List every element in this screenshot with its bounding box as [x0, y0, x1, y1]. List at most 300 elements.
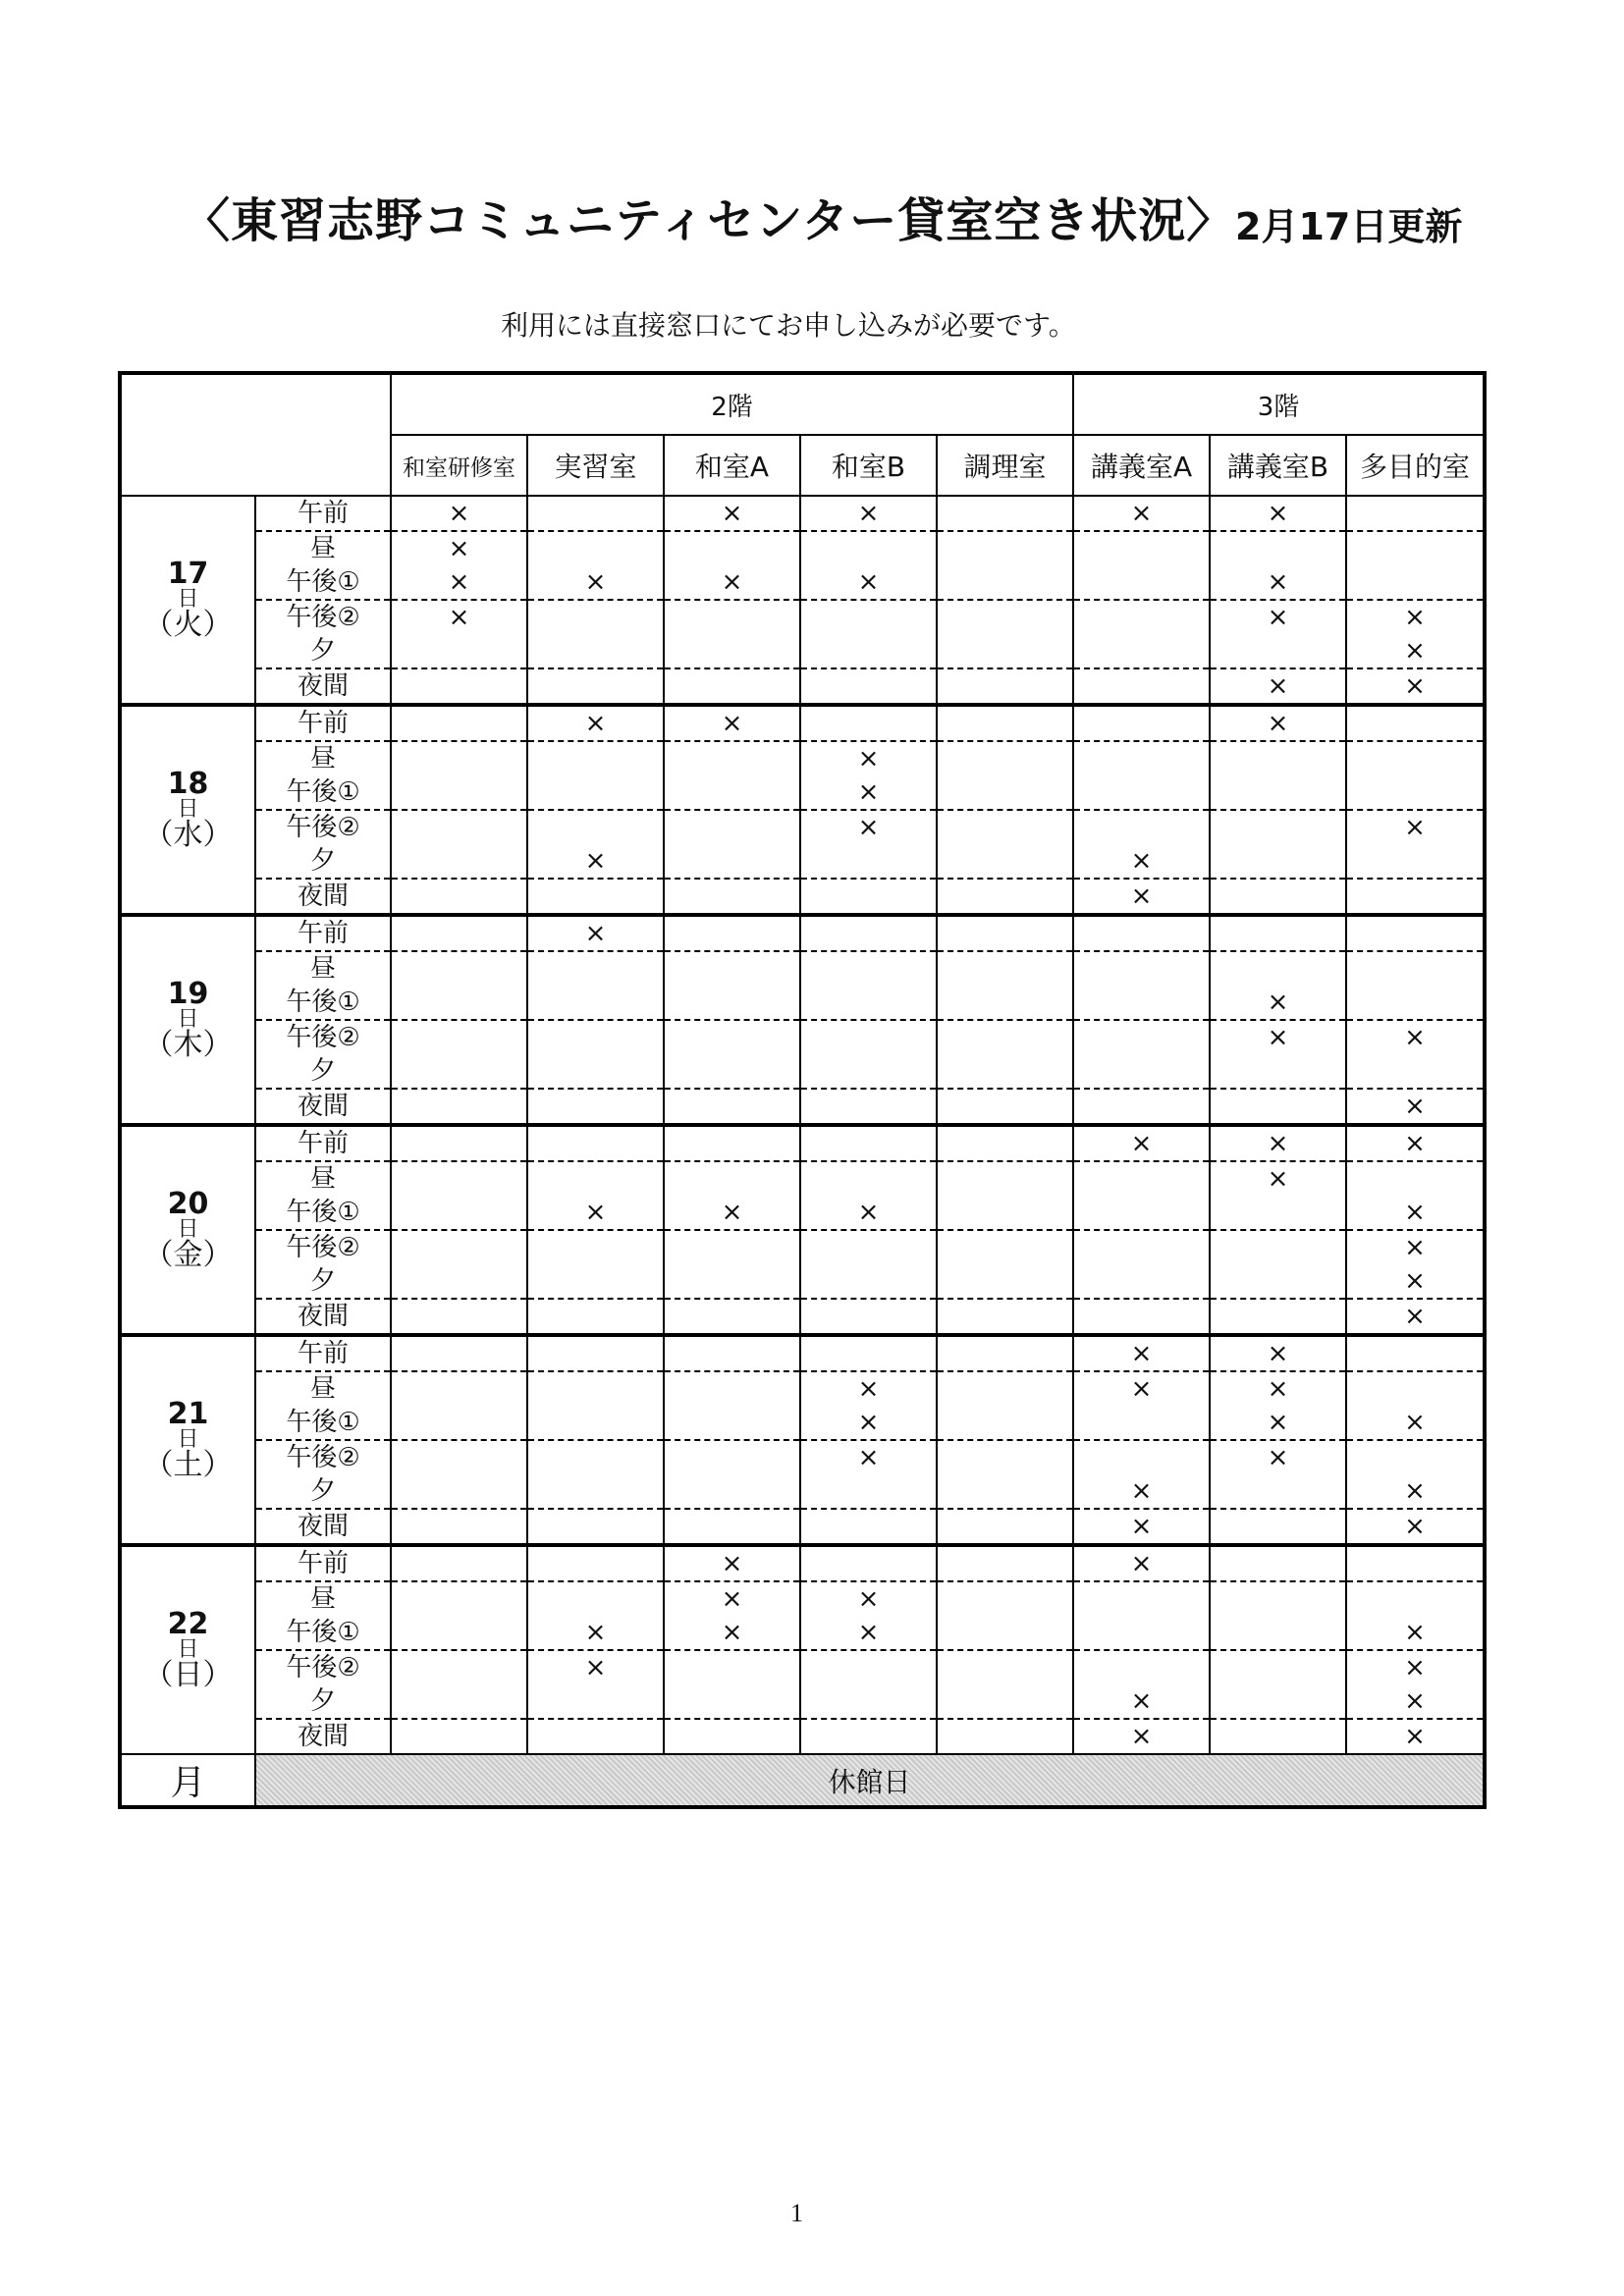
period-label: 昼: [255, 741, 391, 775]
availability-cell: [1346, 915, 1485, 951]
availability-cell: ×: [664, 1545, 800, 1581]
availability-cell: [937, 1020, 1073, 1054]
availability-cell: [391, 1335, 527, 1371]
period-label: 昼: [255, 951, 391, 986]
availability-cell: ×: [800, 565, 937, 600]
availability-cell: [391, 705, 527, 741]
period-label: 午後②: [255, 1650, 391, 1684]
room-header: 和室A: [664, 435, 800, 496]
availability-cell: [800, 531, 937, 565]
slot-row: [120, 1196, 1485, 1230]
day-weekday: （日）: [143, 1658, 233, 1692]
slot-row: [120, 600, 1485, 634]
availability-cell: ×: [664, 1616, 800, 1650]
availability-cell: [664, 1020, 800, 1054]
availability-cell: [391, 1650, 527, 1684]
availability-cell: [1346, 496, 1485, 531]
slot-row: [120, 844, 1485, 879]
availability-cell: [800, 1650, 937, 1684]
slot-row: [120, 1371, 1485, 1406]
slot-row: [120, 1650, 1485, 1684]
availability-cell: [527, 1020, 664, 1054]
availability-cell: [937, 1474, 1073, 1509]
availability-cell: [1073, 1196, 1210, 1230]
period-label: 午後②: [255, 1440, 391, 1474]
slot-row: [120, 1509, 1485, 1545]
availability-cell: [1073, 915, 1210, 951]
period-label: 夜間: [255, 1089, 391, 1125]
availability-cell: [1073, 775, 1210, 810]
availability-cell: [937, 496, 1073, 531]
slot-row: [120, 1719, 1485, 1754]
availability-cell: [527, 634, 664, 668]
availability-cell: ×: [664, 705, 800, 741]
availability-cell: [937, 810, 1073, 844]
slot-row: [120, 951, 1485, 986]
availability-cell: [1346, 1545, 1485, 1581]
availability-cell: [800, 1089, 937, 1125]
period-label: 午後①: [255, 986, 391, 1020]
day-weekday: （金）: [143, 1238, 233, 1272]
availability-cell: [1346, 1371, 1485, 1406]
availability-cell: [527, 1161, 664, 1196]
availability-cell: [527, 496, 664, 531]
availability-cell: ×: [1346, 634, 1485, 668]
availability-cell: [1073, 1616, 1210, 1650]
availability-cell: ×: [800, 1616, 937, 1650]
availability-cell: ×: [391, 531, 527, 565]
slot-row: [120, 1020, 1485, 1054]
slot-row: [120, 1054, 1485, 1089]
availability-cell: [391, 741, 527, 775]
availability-cell: [937, 668, 1073, 705]
availability-cell: [1210, 1474, 1346, 1509]
period-label: 夜間: [255, 1509, 391, 1545]
availability-cell: [664, 951, 800, 986]
availability-cell: [937, 1371, 1073, 1406]
availability-cell: [800, 1719, 937, 1754]
availability-cell: [937, 1089, 1073, 1125]
availability-cell: [1210, 531, 1346, 565]
availability-cell: [1073, 986, 1210, 1020]
availability-cell: [800, 951, 937, 986]
updated-date: 2月17日更新: [1235, 205, 1463, 248]
period-label: 午後②: [255, 1230, 391, 1264]
availability-cell: [1346, 986, 1485, 1020]
availability-cell: ×: [1210, 986, 1346, 1020]
availability-cell: [1210, 1719, 1346, 1754]
availability-cell: ×: [527, 1196, 664, 1230]
period-label: 午前: [255, 705, 391, 741]
availability-cell: [1346, 1335, 1485, 1371]
day-weekday: （火）: [143, 608, 233, 642]
availability-cell: [1346, 1440, 1485, 1474]
availability-cell: ×: [527, 844, 664, 879]
availability-cell: [527, 1545, 664, 1581]
availability-cell: [391, 879, 527, 915]
slot-row: [120, 668, 1485, 705]
availability-cell: [1210, 915, 1346, 951]
availability-cell: [937, 1581, 1073, 1616]
availability-cell: ×: [800, 1406, 937, 1440]
period-label: 午後②: [255, 600, 391, 634]
availability-cell: [391, 1125, 527, 1161]
availability-cell: [527, 1264, 664, 1299]
availability-cell: [527, 986, 664, 1020]
floor-header-2f: 2階: [391, 373, 1073, 435]
availability-cell: [391, 1509, 527, 1545]
availability-cell: ×: [1210, 705, 1346, 741]
period-label: 午前: [255, 1335, 391, 1371]
slot-row: [120, 775, 1485, 810]
period-label: 夕: [255, 1474, 391, 1509]
availability-cell: [800, 915, 937, 951]
availability-cell: [664, 1650, 800, 1684]
period-label: 午後②: [255, 1020, 391, 1054]
availability-cell: [391, 1474, 527, 1509]
availability-cell: ×: [1346, 1089, 1485, 1125]
period-label: 午後①: [255, 1406, 391, 1440]
day-number: 22: [167, 1607, 209, 1641]
availability-cell: ×: [800, 775, 937, 810]
availability-cell: [1073, 1299, 1210, 1335]
day-number: 21: [167, 1397, 209, 1431]
availability-cell: ×: [1210, 600, 1346, 634]
room-header: 多目的室: [1346, 435, 1485, 496]
availability-cell: [1210, 1616, 1346, 1650]
slot-row: [120, 741, 1485, 775]
availability-cell: [664, 879, 800, 915]
availability-cell: [1073, 1440, 1210, 1474]
period-label: 夕: [255, 844, 391, 879]
availability-cell: [391, 1020, 527, 1054]
availability-cell: [527, 1335, 664, 1371]
availability-cell: [391, 1719, 527, 1754]
period-label: 昼: [255, 1371, 391, 1406]
availability-cell: [1073, 1230, 1210, 1264]
availability-cell: [1210, 951, 1346, 986]
day-char: 日: [177, 1637, 199, 1662]
period-label: 午後①: [255, 565, 391, 600]
period-label: 午前: [255, 915, 391, 951]
availability-cell: [527, 668, 664, 705]
availability-cell: [800, 1684, 937, 1719]
availability-cell: ×: [1346, 1230, 1485, 1264]
availability-cell: [527, 1581, 664, 1616]
availability-cell: [800, 1125, 937, 1161]
availability-cell: [391, 1581, 527, 1616]
availability-cell: [800, 634, 937, 668]
availability-cell: [527, 1509, 664, 1545]
availability-cell: [664, 741, 800, 775]
availability-cell: ×: [1346, 1509, 1485, 1545]
availability-cell: [1073, 600, 1210, 634]
period-label: 午後①: [255, 775, 391, 810]
availability-cell: [937, 1230, 1073, 1264]
booking-notice: 利用には直接窓口にてお申し込みが必要です。: [501, 309, 1076, 342]
availability-cell: [664, 1474, 800, 1509]
availability-cell: ×: [1346, 1616, 1485, 1650]
availability-cell: [664, 1719, 800, 1754]
availability-cell: [664, 531, 800, 565]
availability-cell: [391, 915, 527, 951]
availability-cell: [664, 1371, 800, 1406]
day-char: 日: [177, 1217, 199, 1242]
availability-cell: [1346, 565, 1485, 600]
availability-cell: [527, 600, 664, 634]
day-number: 18: [167, 767, 209, 801]
closed-day-row: [120, 1754, 1485, 1807]
availability-cell: ×: [1346, 1125, 1485, 1161]
room-header: 講義室B: [1210, 435, 1346, 496]
availability-cell: [937, 951, 1073, 986]
availability-cell: [1073, 1650, 1210, 1684]
closed-day-bar: 休館日: [255, 1754, 1485, 1807]
availability-cell: [527, 810, 664, 844]
availability-cell: ×: [1210, 1440, 1346, 1474]
day-weekday: （水）: [143, 818, 233, 852]
period-label: 午後②: [255, 810, 391, 844]
availability-cell: [800, 1299, 937, 1335]
availability-cell: [391, 1299, 527, 1335]
availability-cell: [800, 986, 937, 1020]
availability-cell: ×: [1073, 1545, 1210, 1581]
room-header: 和室研修室: [391, 435, 527, 496]
slot-row: [120, 1335, 1485, 1371]
availability-cell: [937, 741, 1073, 775]
period-label: 午前: [255, 1125, 391, 1161]
availability-cell: [1210, 810, 1346, 844]
availability-cell: [800, 600, 937, 634]
availability-cell: ×: [1346, 1474, 1485, 1509]
availability-cell: [937, 1335, 1073, 1371]
availability-cell: [800, 1545, 937, 1581]
availability-cell: [937, 1161, 1073, 1196]
availability-cell: [664, 810, 800, 844]
slot-row: [120, 1089, 1485, 1125]
availability-cell: ×: [391, 600, 527, 634]
availability-cell: [1210, 775, 1346, 810]
table-corner: [120, 373, 391, 496]
availability-cell: [527, 951, 664, 986]
period-label: 午前: [255, 1545, 391, 1581]
schedule-body: [120, 496, 1485, 1754]
availability-cell: [664, 1089, 800, 1125]
availability-cell: [937, 1125, 1073, 1161]
day-label: [120, 705, 255, 915]
slot-row: [120, 915, 1485, 951]
availability-cell: ×: [527, 565, 664, 600]
availability-cell: [664, 668, 800, 705]
availability-cell: ×: [800, 1196, 937, 1230]
availability-cell: [1073, 668, 1210, 705]
availability-cell: ×: [527, 915, 664, 951]
day-number: 17: [167, 557, 209, 591]
day-label: [120, 915, 255, 1125]
availability-cell: ×: [1210, 1161, 1346, 1196]
availability-cell: [664, 986, 800, 1020]
day-char: 日: [177, 797, 199, 822]
availability-cell: [664, 1440, 800, 1474]
availability-cell: ×: [1073, 496, 1210, 531]
slot-row: [120, 1299, 1485, 1335]
availability-cell: [527, 1299, 664, 1335]
availability-cell: ×: [391, 496, 527, 531]
availability-cell: ×: [1346, 1684, 1485, 1719]
availability-cell: [1210, 634, 1346, 668]
period-label: 昼: [255, 1161, 391, 1196]
page-number: 1: [790, 2199, 803, 2227]
availability-cell: ×: [1073, 1335, 1210, 1371]
period-label: 昼: [255, 1581, 391, 1616]
availability-cell: [937, 705, 1073, 741]
day-weekday: （土）: [143, 1448, 233, 1482]
page-title: 〈東習志野コミュニティセンター貸室空き状況〉: [183, 193, 1235, 248]
availability-cell: [1346, 1054, 1485, 1089]
day-label: [120, 1545, 255, 1754]
slot-row: [120, 1616, 1485, 1650]
availability-cell: ×: [1073, 1371, 1210, 1406]
availability-cell: [800, 1264, 937, 1299]
availability-cell: [800, 1474, 937, 1509]
availability-cell: [391, 1440, 527, 1474]
availability-cell: [800, 844, 937, 879]
availability-cell: [937, 879, 1073, 915]
availability-cell: [1210, 1299, 1346, 1335]
availability-cell: ×: [664, 565, 800, 600]
availability-cell: [391, 634, 527, 668]
period-label: 夜間: [255, 668, 391, 705]
availability-cell: [1073, 1406, 1210, 1440]
slot-row: [120, 1440, 1485, 1474]
availability-cell: [391, 1230, 527, 1264]
availability-cell: ×: [1346, 1719, 1485, 1754]
availability-cell: [1073, 565, 1210, 600]
availability-cell: [1073, 705, 1210, 741]
availability-cell: [937, 1616, 1073, 1650]
availability-cell: [937, 1264, 1073, 1299]
availability-cell: [1346, 1581, 1485, 1616]
day-char: 日: [177, 587, 199, 612]
availability-cell: [664, 1054, 800, 1089]
availability-cell: [800, 1509, 937, 1545]
availability-cell: [1073, 634, 1210, 668]
availability-cell: ×: [1073, 1474, 1210, 1509]
availability-cell: [937, 986, 1073, 1020]
availability-cell: [664, 600, 800, 634]
availability-cell: [937, 600, 1073, 634]
availability-cell: ×: [800, 741, 937, 775]
availability-cell: ×: [1346, 600, 1485, 634]
availability-cell: [1073, 741, 1210, 775]
availability-cell: ×: [1210, 1335, 1346, 1371]
availability-cell: [1210, 1264, 1346, 1299]
availability-cell: [937, 775, 1073, 810]
availability-cell: [391, 1616, 527, 1650]
availability-cell: [1210, 1581, 1346, 1616]
availability-cell: [527, 531, 664, 565]
availability-cell: ×: [800, 496, 937, 531]
availability-cell: [1210, 844, 1346, 879]
availability-cell: ×: [1073, 1125, 1210, 1161]
day-number: 19: [167, 977, 209, 1011]
closed-day-label: 月: [120, 1754, 255, 1807]
availability-cell: [800, 1230, 937, 1264]
availability-cell: ×: [800, 1371, 937, 1406]
slot-row: [120, 705, 1485, 741]
availability-cell: [527, 1371, 664, 1406]
availability-cell: [1210, 1684, 1346, 1719]
slot-row: [120, 986, 1485, 1020]
floor-header-3f: 3階: [1073, 373, 1485, 435]
availability-cell: [664, 1509, 800, 1545]
day-number: 20: [167, 1187, 209, 1221]
day-char: 日: [177, 1007, 199, 1032]
availability-cell: [527, 1230, 664, 1264]
availability-cell: [527, 1406, 664, 1440]
availability-cell: [664, 1335, 800, 1371]
slot-row: [120, 1545, 1485, 1581]
availability-cell: [391, 668, 527, 705]
availability-cell: [1073, 1161, 1210, 1196]
availability-cell: [937, 1299, 1073, 1335]
availability-cell: ×: [527, 1616, 664, 1650]
availability-cell: [391, 1054, 527, 1089]
availability-cell: ×: [1073, 1509, 1210, 1545]
availability-cell: [1210, 1089, 1346, 1125]
day-label: [120, 1335, 255, 1545]
availability-cell: [1346, 951, 1485, 986]
availability-cell: [527, 1684, 664, 1719]
availability-cell: [391, 844, 527, 879]
availability-cell: [800, 1054, 937, 1089]
availability-cell: [937, 1650, 1073, 1684]
availability-cell: [1210, 1650, 1346, 1684]
availability-cell: ×: [1210, 1371, 1346, 1406]
availability-cell: [527, 1089, 664, 1125]
day-weekday: （木）: [143, 1028, 233, 1062]
availability-cell: ×: [664, 1581, 800, 1616]
day-label: [120, 496, 255, 705]
availability-cell: [391, 1371, 527, 1406]
period-label: 夜間: [255, 879, 391, 915]
availability-cell: ×: [527, 705, 664, 741]
availability-cell: [664, 915, 800, 951]
availability-cell: [937, 915, 1073, 951]
slot-row: [120, 496, 1485, 531]
availability-cell: [391, 986, 527, 1020]
availability-cell: [1073, 1264, 1210, 1299]
availability-cell: [1210, 741, 1346, 775]
availability-cell: [527, 879, 664, 915]
availability-cell: [664, 1230, 800, 1264]
availability-cell: [800, 1335, 937, 1371]
availability-cell: [527, 741, 664, 775]
availability-cell: ×: [800, 810, 937, 844]
availability-cell: [664, 1264, 800, 1299]
availability-cell: [937, 1719, 1073, 1754]
slot-row: [120, 1581, 1485, 1616]
availability-cell: ×: [1346, 1406, 1485, 1440]
availability-cell: [1073, 531, 1210, 565]
availability-cell: ×: [1073, 1719, 1210, 1754]
availability-cell: [664, 1684, 800, 1719]
availability-cell: [800, 879, 937, 915]
availability-cell: ×: [1073, 879, 1210, 915]
slot-row: [120, 1230, 1485, 1264]
availability-cell: [1346, 705, 1485, 741]
availability-cell: ×: [1210, 1406, 1346, 1440]
